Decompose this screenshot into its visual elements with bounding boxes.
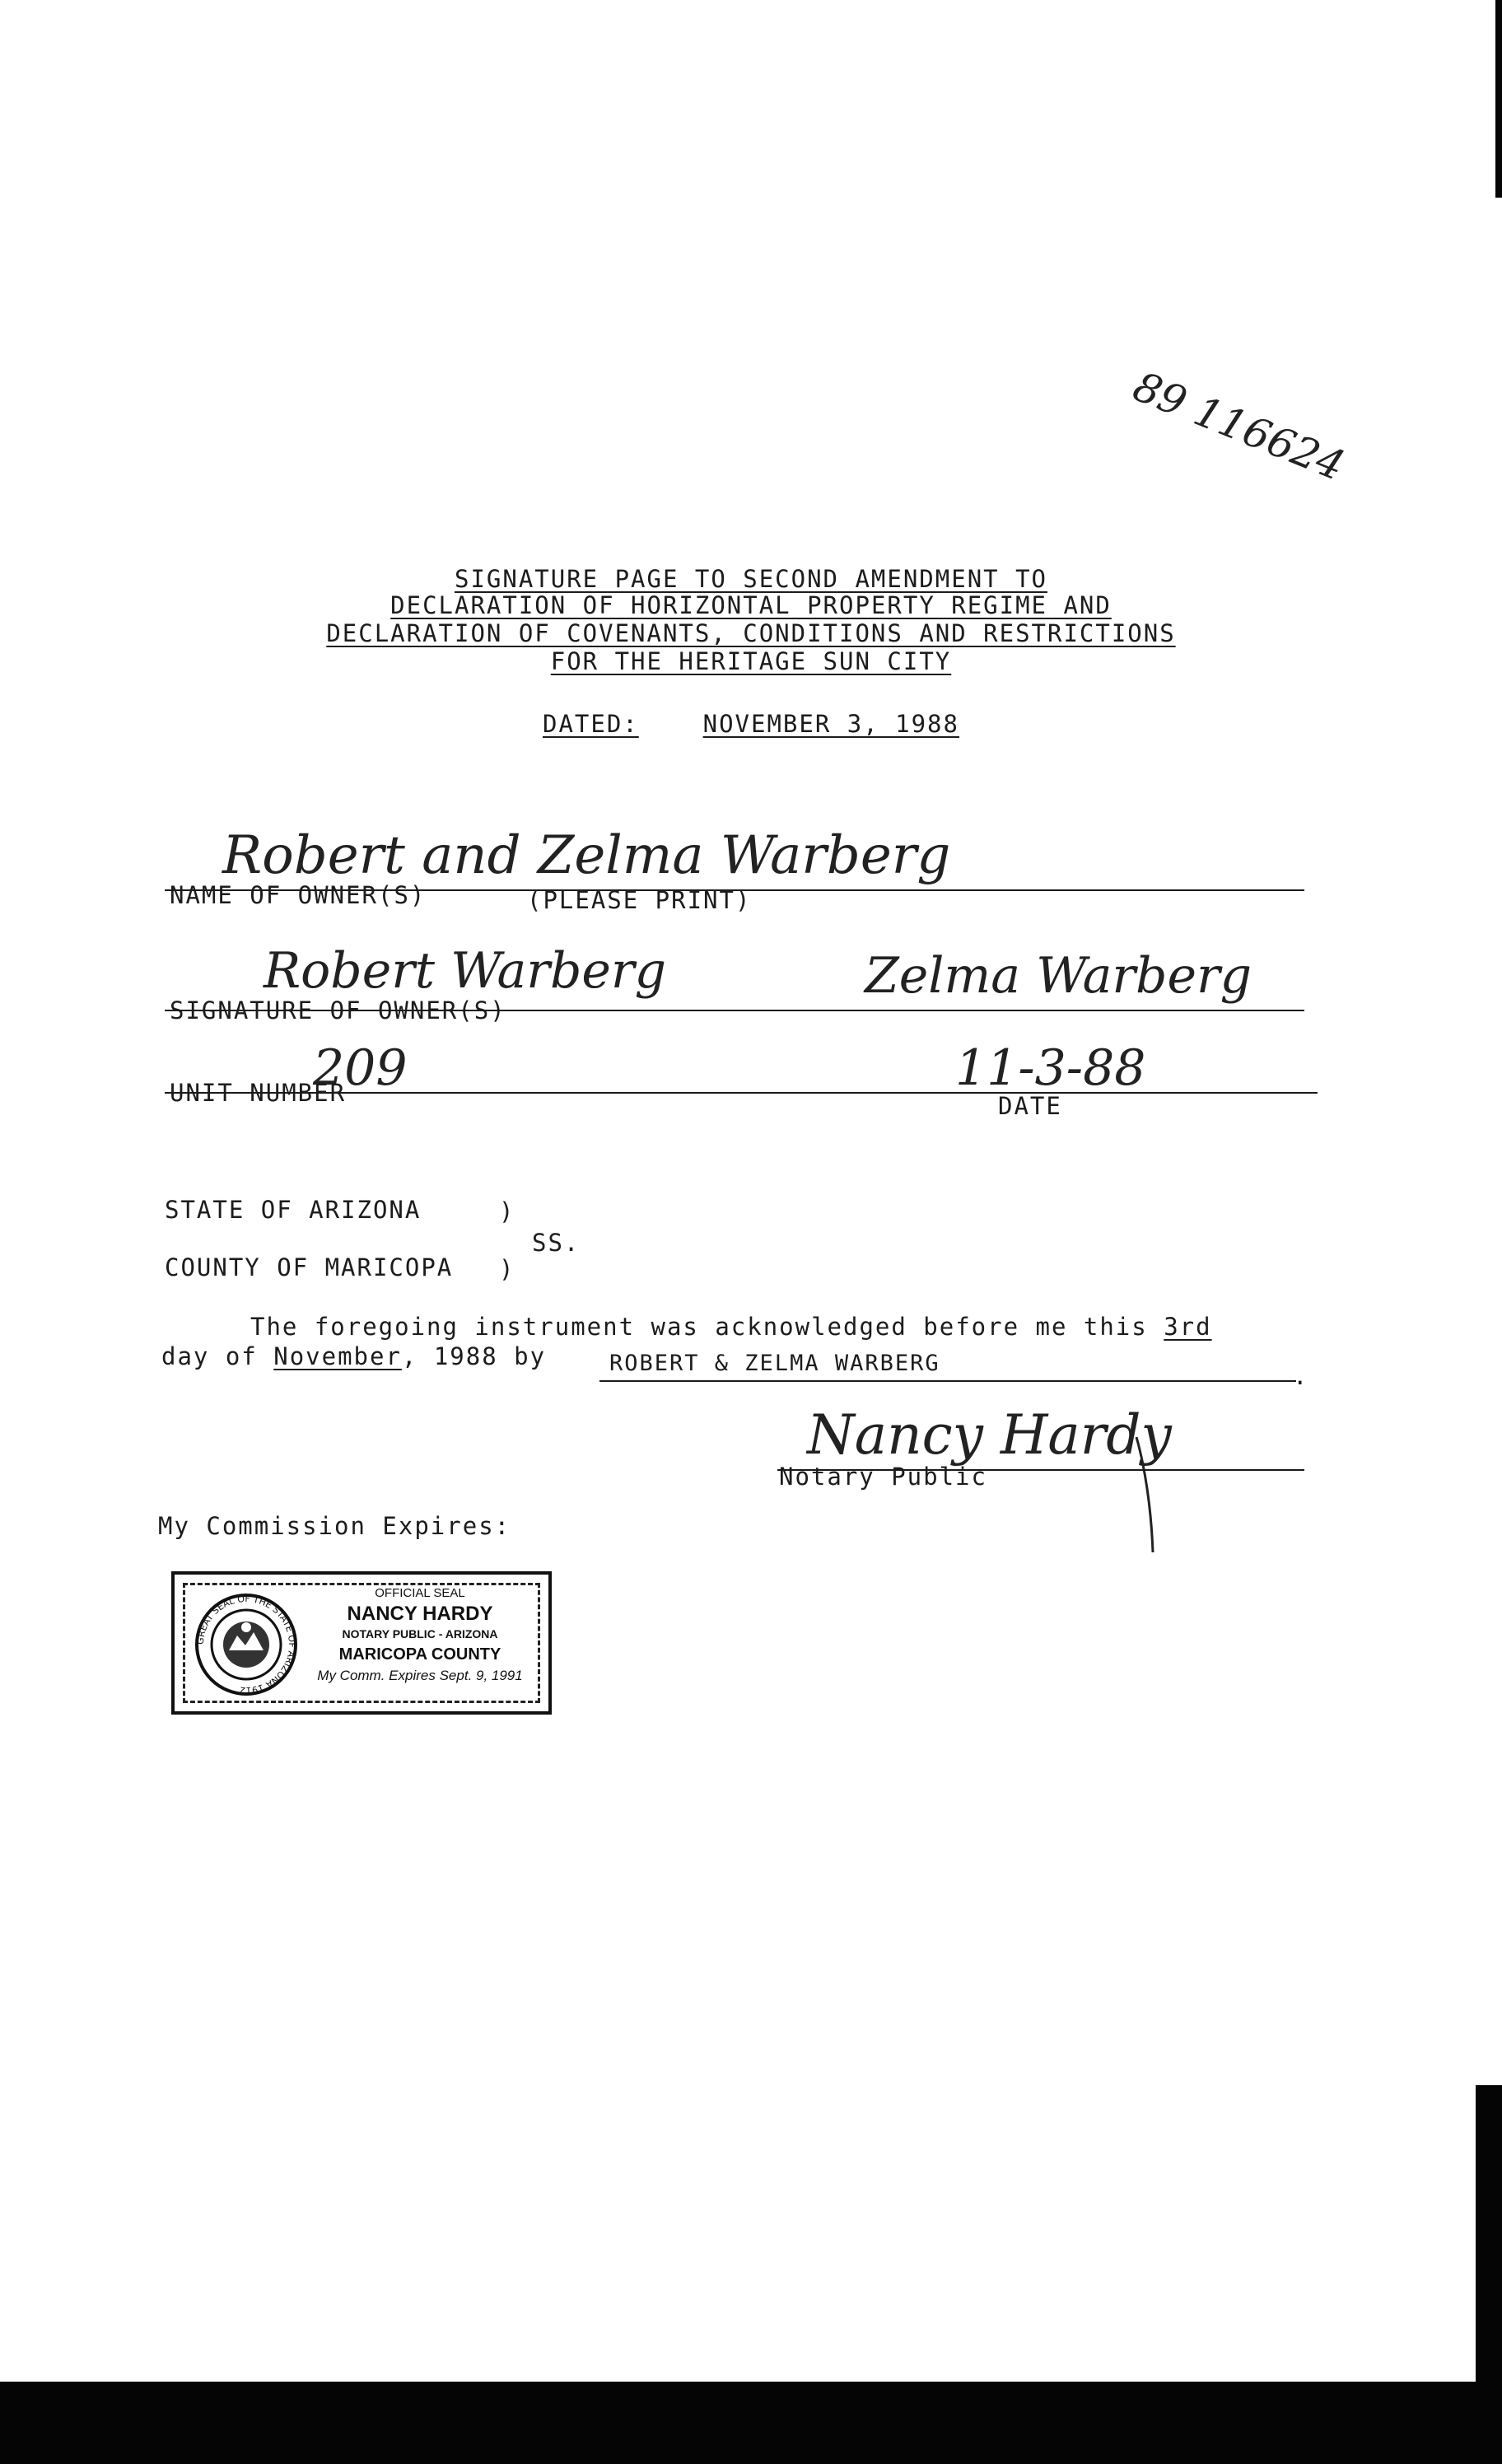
dated-line (0, 710, 1502, 738)
ss-label: SS. (532, 1229, 581, 1257)
owner-signature-1: Robert Warberg (264, 942, 666, 1000)
owner-name-handwritten: Robert and Zelma Warberg (222, 825, 951, 886)
scan-edge-top-right (1495, 0, 1502, 198)
ack-line-2 (161, 1342, 546, 1370)
date-label: DATE (998, 1092, 1062, 1120)
title-line-3: DECLARATION OF COVENANTS, CONDITIONS AND RESTRICTIONS (326, 619, 1176, 647)
seal-line-5: My Comm. Expires Sept. 9, 1991 (317, 1668, 523, 1683)
notary-label: Notary Public (779, 1463, 987, 1491)
title-line-2: DECLARATION OF HORIZONTAL PROPERTY REGIME AND (390, 591, 1112, 619)
seal-line-1: OFFICIAL SEAL (375, 1586, 465, 1600)
seal-line-4: MARICOPA COUNTY (338, 1645, 501, 1664)
county-line: COUNTY OF MARICOPA (165, 1253, 454, 1281)
seal-text-block (298, 1583, 542, 1686)
venue-paren-2: ) (499, 1255, 515, 1283)
seal-line-3: NOTARY PUBLIC - ARIZONA (342, 1627, 498, 1640)
ack-year-by: , 1988 by (401, 1342, 547, 1370)
unit-number-handwritten: 209 (313, 1039, 408, 1097)
ack-end: . (1293, 1362, 1309, 1390)
notary-seal-stamp (171, 1571, 552, 1715)
seal-ring-text: GREAT SEAL OF THE STATE OF ARIZONA 1912 (194, 1593, 298, 1696)
notary-signature-stroke (1120, 1433, 1169, 1556)
title-line-1: SIGNATURE PAGE TO SECOND AMENDMENT TO (454, 565, 1047, 593)
owner-name-hint: (PLEASE PRINT) (527, 886, 752, 914)
ack-line-1 (250, 1313, 1212, 1341)
recording-number: 89 116624 (1126, 362, 1351, 491)
ack-names-rule (599, 1380, 1296, 1382)
ack-day: 3rd (1164, 1313, 1212, 1341)
date-handwritten: 11-3-88 (955, 1039, 1146, 1097)
ack-month: November (273, 1342, 402, 1370)
ack-line-1-text: The foregoing instrument was acknowledged before me this (250, 1313, 1148, 1341)
state-seal-emblem (193, 1591, 300, 1698)
notary-signature: Nancy Hardy (807, 1403, 1172, 1467)
owner-name-label: NAME OF OWNER(S) (170, 881, 427, 909)
signature-label: SIGNATURE OF OWNER(S) (170, 996, 506, 1024)
seal-line-2: NANCY HARDY (347, 1603, 493, 1625)
owner-signature-2: Zelma Warberg (865, 947, 1252, 1005)
unit-number-label: UNIT NUMBER (170, 1079, 347, 1107)
commission-label: My Commission Expires: (158, 1512, 511, 1540)
ack-line-2-prefix: day of (161, 1342, 258, 1370)
scan-edge-bottom (0, 2382, 1502, 2464)
title-line-4: FOR THE HERITAGE SUN CITY (550, 647, 952, 675)
dated-value: NOVEMBER 3, 1988 (702, 710, 959, 738)
state-line: STATE OF ARIZONA (165, 1196, 422, 1224)
dated-label: DATED: (543, 710, 639, 738)
ack-names: ROBERT & ZELMA WARBERG (609, 1351, 940, 1376)
venue-paren-1: ) (499, 1197, 515, 1225)
